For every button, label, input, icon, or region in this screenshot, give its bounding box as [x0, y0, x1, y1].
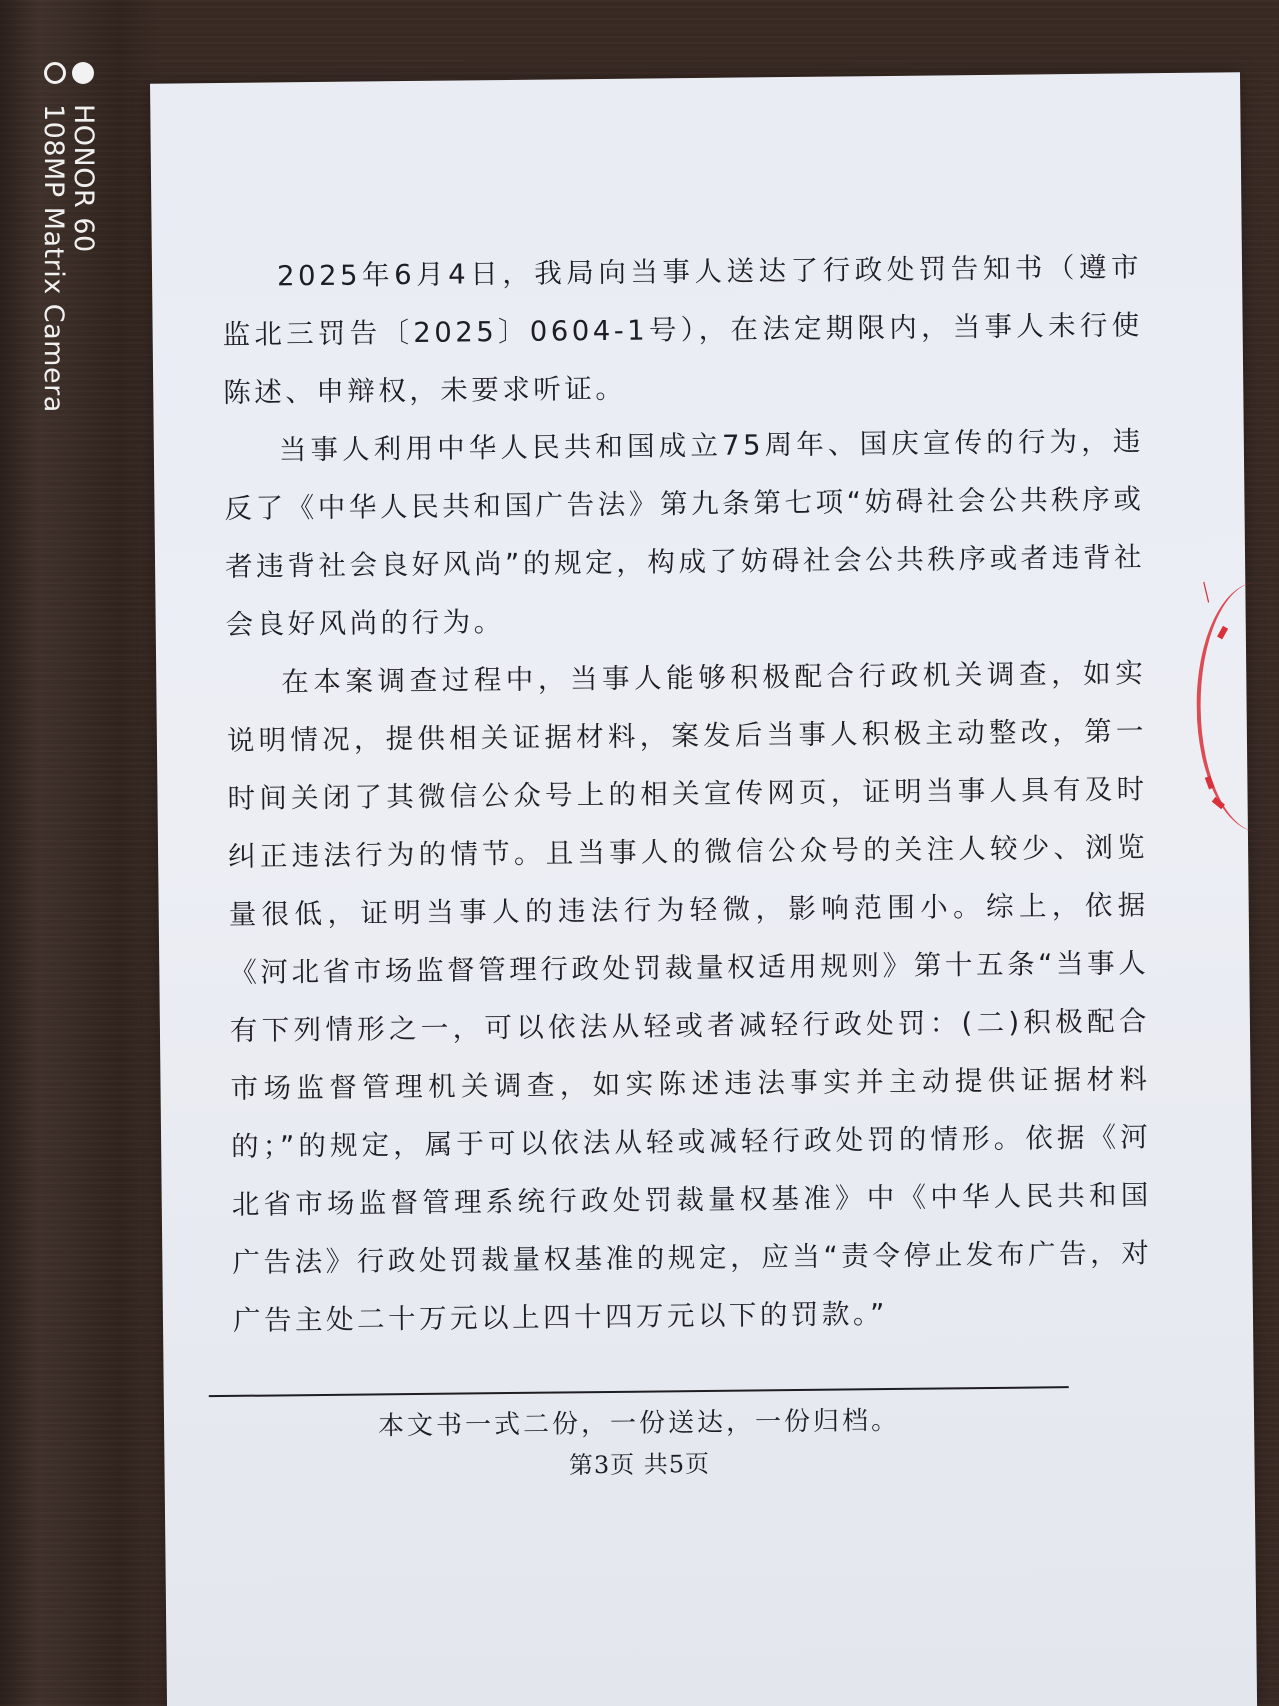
paragraph-mitigation: 在本案调查过程中，当事人能够积极配合行政机关调查，如实说明情况，提供相关证据材料，案发后当事人积极主动整改，第一时间关闭了其微信公众号上的相关宣传网页，证明当事人具有及时纠正违法行为的情节。且当事人的微信公众号的关注人较少、浏览量很低，证明当事人的违法行为轻微，影响范围小。综上，依据《河北省市场监督管理行政处罚裁量权适用规则》第十五条“当事人有下列情形之一，可以依法从轻或者减轻行政处罚：(二)积极配合市场监督管理机关调查，如实陈述违法事实并主动提供证据材料的；”的规定，属于可以依法从轻或减轻行政处罚的情形。依据《河北省市场监督管理系统行政处罚裁量权基准》中《中华人民共和国广告法》行政处罚裁量权基准的规定，应当“责令停止发布广告，对广告主处二十万元以上四十四万元以下的罚款。” [226, 657, 1153, 1337]
camera-watermark-text [38, 104, 98, 413]
watermark-camera: 108MP Matrix Camera [38, 104, 69, 413]
document-body [222, 238, 1153, 1350]
page-number: 第3页 共5页 [568, 1449, 711, 1480]
paragraph-violation: 当事人利用中华人民共和国成立75周年、国庆宣传的行为，违反了《中华人民共和国广告法》第九条第七项“妨碍社会公共秩序或者违背社会良好风尚”的规定，构成了妨碍社会公共秩序或者违背社会良好风尚的行为。 [224, 425, 1146, 641]
camera-watermark [38, 62, 98, 462]
footer-note: 本文书一式二份，一份送达，一份归档。 [377, 1405, 901, 1442]
footer-divider [209, 1386, 1069, 1397]
watermark-dots-icon [44, 62, 94, 84]
red-seal-stamp: ╱ ▬ ▬ ▬ [1195, 542, 1258, 873]
watermark-brand: HONOR 60 [68, 104, 99, 253]
document-page [150, 72, 1257, 1706]
paragraph-notice: 2025年6月4日，我局向当事人送达了行政处罚告知书（遵市监北三罚告〔2025〕0604-1号），在法定期限内，当事人未行使陈述、申辩权，未要求听证。 [222, 251, 1143, 409]
